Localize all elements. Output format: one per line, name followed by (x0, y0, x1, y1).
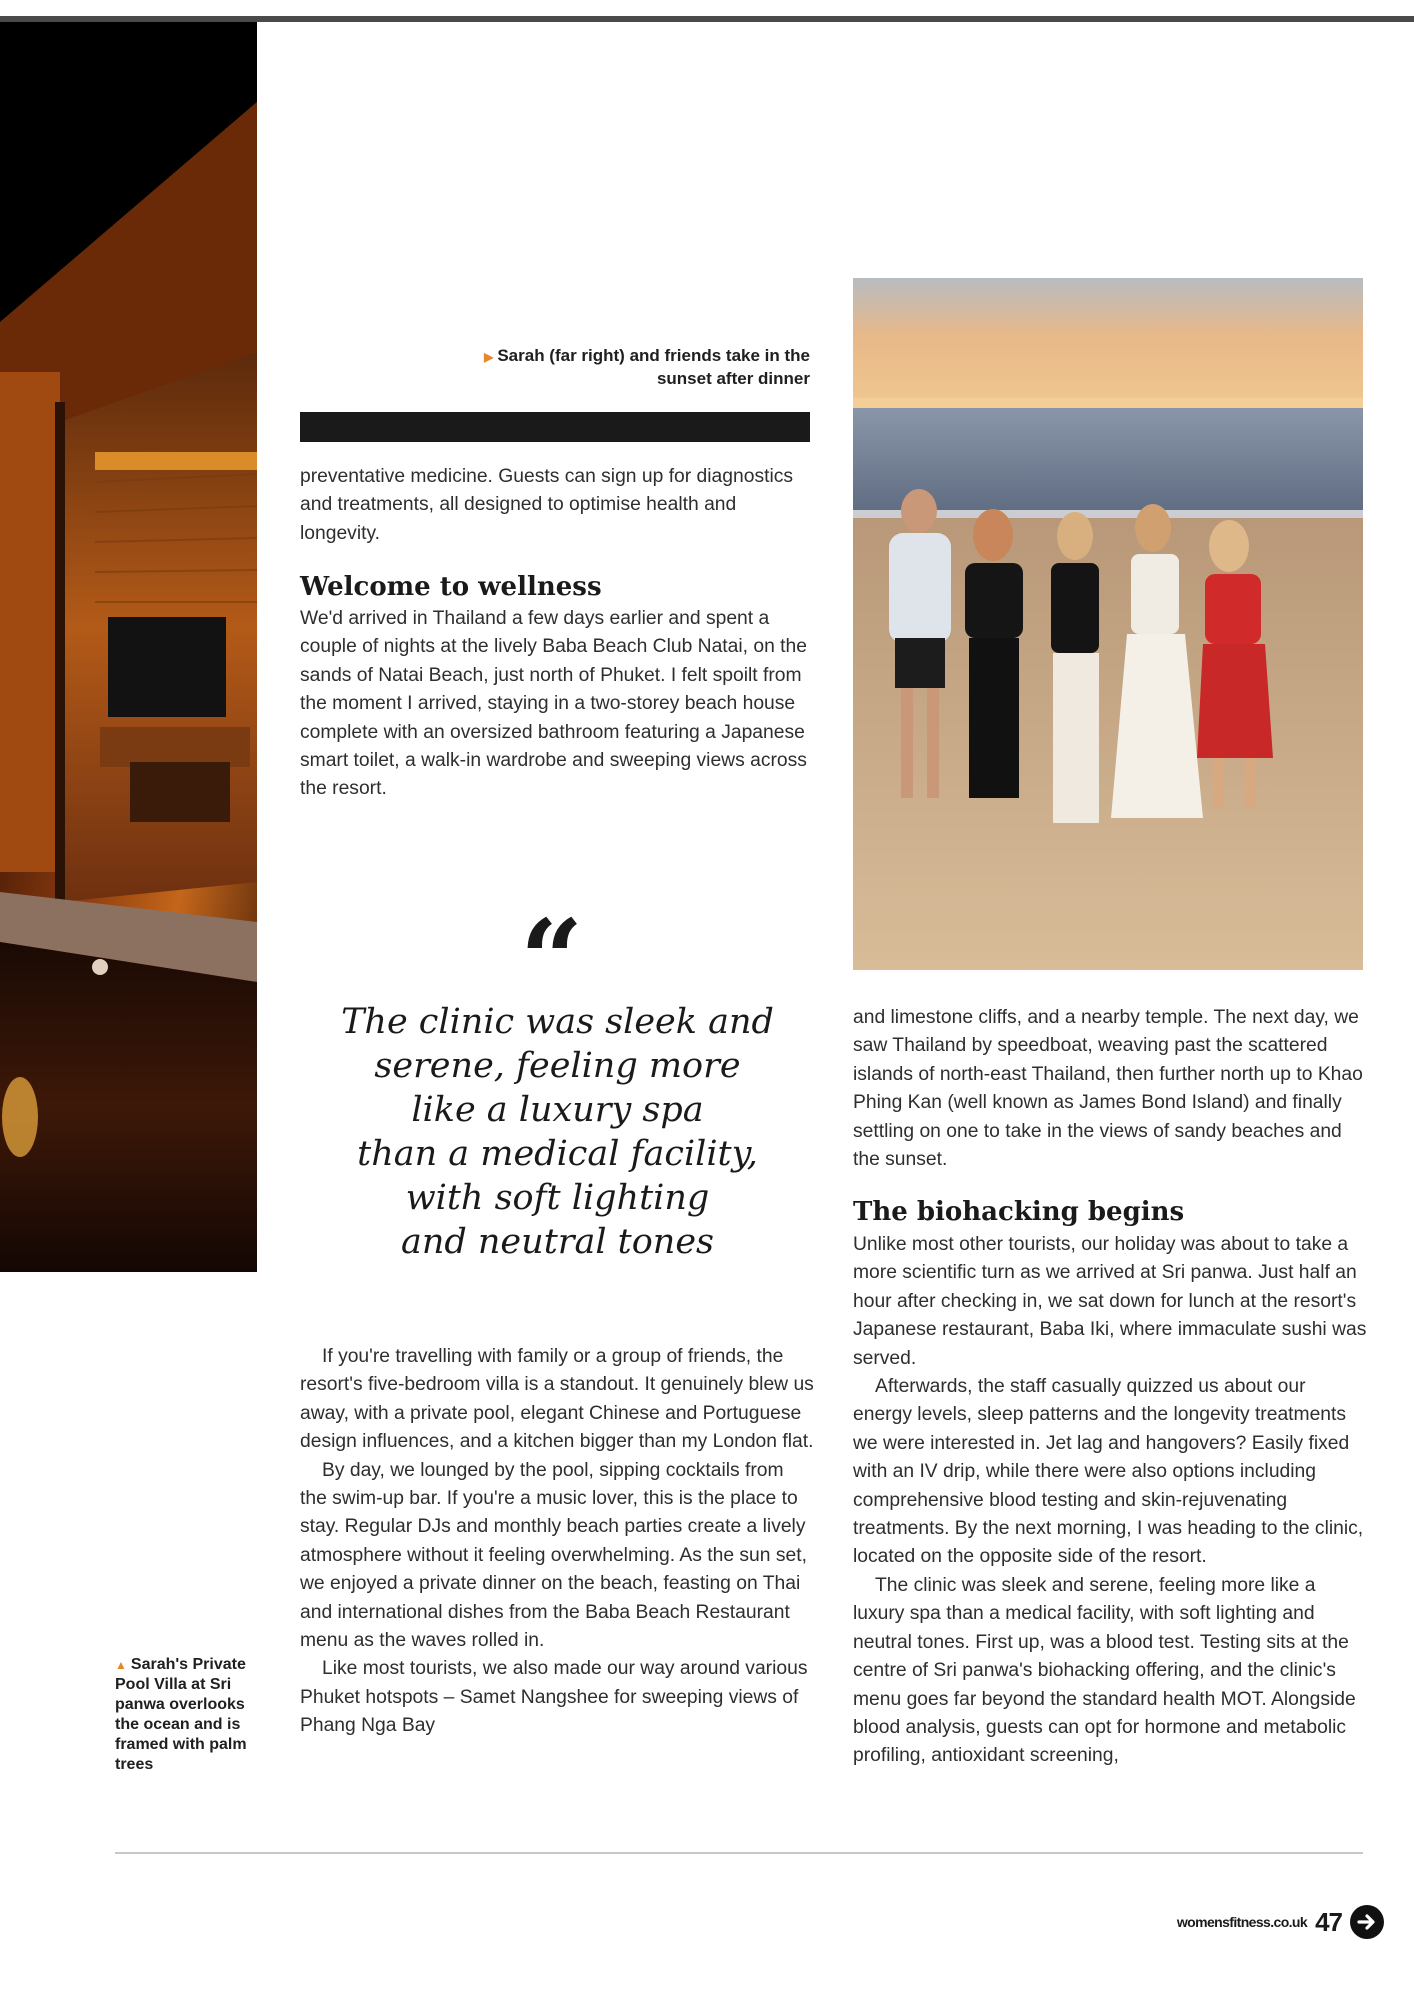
column-1-body (300, 605, 815, 804)
column-2-bottom (853, 1231, 1368, 1771)
triangle-marker-icon: ▲ (115, 1658, 127, 1672)
footer-rule (115, 1852, 1363, 1854)
pull-quote-line: with soft lighting (405, 1178, 710, 1218)
paragraph: Unlike most other tourists, our holiday was about to take a more scientific turn as we arrived at Sri panwa. Just half an hour after checking in, we sat down for lunch at the resort's Japanese restaurant, Baba Iki, where immaculate sushi was served. (853, 1234, 1367, 1369)
paragraph: Afterwards, the staff casually quizzed us about our energy levels, sleep patterns and the longevity treatments we were interested in. Jet lag and hangovers? Easily fixed with an IV drip, while there were also options including comprehensive blood testing and skin-rejuvenating treatments. By the next morning, I was heading to the clinic, located on the opposite side of the resort. (853, 1376, 1364, 1568)
pull-quote-line: serene, feeling more (374, 1046, 741, 1086)
pull-quote-line: and neutral tones (400, 1222, 715, 1262)
friends-sunset-photo (853, 278, 1363, 970)
photo-caption-side: ▲ Sarah's Private Pool Villa at Sri panwa overlooks the ocean and is framed with palm trees (115, 1656, 247, 1773)
column-1-bottom (300, 1343, 815, 1741)
page-top-border (0, 0, 1414, 22)
paragraph: The clinic was sleek and serene, feeling more like a luxury spa than a medical facility, with soft lighting and neutral tones. First up, was a blood test. Testing sits at the centre of Sri panwa's biohacking offering, and the clinic's menu goes far beyond the standard health MOT. Alongside blood analysis, guests can opt for hormone and metabolic profiling, antioxidant screening, (853, 1574, 1356, 1767)
paragraph: By day, we lounged by the pool, sipping cocktails from the swim-up bar. If you're a music lover, this is the place to stay. Regular DJs and monthly beach parties create a lively atmosphere without it feeling overwhelming. As the sun set, we enjoyed a private dinner on the beach, feasting on Thai and international dishes from the Baba Beach Restaurant menu as the waves rolled in. (300, 1459, 807, 1652)
quote-mark-icon: “ (520, 895, 584, 1024)
arrow-right-circle-icon[interactable] (1350, 1905, 1384, 1939)
paragraph: We'd arrived in Thailand a few days earlier and spent a couple of nights at the lively Baba Beach Club Natai, on the sands of Natai Beach, just north of Phuket. I felt spoilt from the moment I arrived, staying in a two-storey beach house complete with an oversized bathroom featuring a Japanese smart toilet, a walk-in wardrobe and sweeping views across the resort. (300, 608, 807, 800)
heading-welcome: Welcome to wellness (300, 572, 602, 602)
intro-paragraph: preventative medicine. Guests can sign up for diagnostics and treatments, all designed to optimise health and longevity. (300, 466, 794, 544)
pull-quote-line: than a medical facility, (357, 1134, 758, 1174)
triangle-marker-icon: ▶ (484, 350, 494, 364)
column-1-top (300, 463, 815, 548)
pull-quote (305, 1000, 810, 1264)
photo-caption-top: ▶ Sarah (far right) and friends take in the sunset after dinner (484, 346, 810, 388)
page-number: 47 (1315, 1906, 1342, 1937)
paragraph: and limestone cliffs, and a nearby temple. The next day, we saw Thailand by speedboat, weaving past the scattered islands of north-east Thailand, then further north up to Khao Phing Kan (well known as James Bond Island) and finally settling on one to take in the views of sandy beaches and the sunset. (853, 1007, 1363, 1171)
pull-quote-line: like a luxury spa (411, 1090, 704, 1130)
pull-quote-line: The clinic was sleek and (341, 1002, 774, 1042)
black-divider-bar (300, 412, 810, 442)
paragraph: If you're travelling with family or a group of friends, the resort's five-bedroom villa is a standout. It genuinely blew us away, with a private pool, elegant Chinese and Portuguese design influences, and a kitchen bigger than my London flat. (300, 1346, 814, 1453)
heading-biohacking: The biohacking begins (853, 1197, 1185, 1227)
paragraph: Like most tourists, we also made our way around various Phuket hotspots – Samet Nangshee for sweeping views of Phang Nga Bay (300, 1658, 808, 1737)
villa-photo (0, 22, 257, 1272)
column-2-top (853, 1004, 1368, 1174)
page-footer (1177, 1905, 1384, 1939)
website-url[interactable]: womensfitness.co.uk (1176, 1914, 1308, 1930)
